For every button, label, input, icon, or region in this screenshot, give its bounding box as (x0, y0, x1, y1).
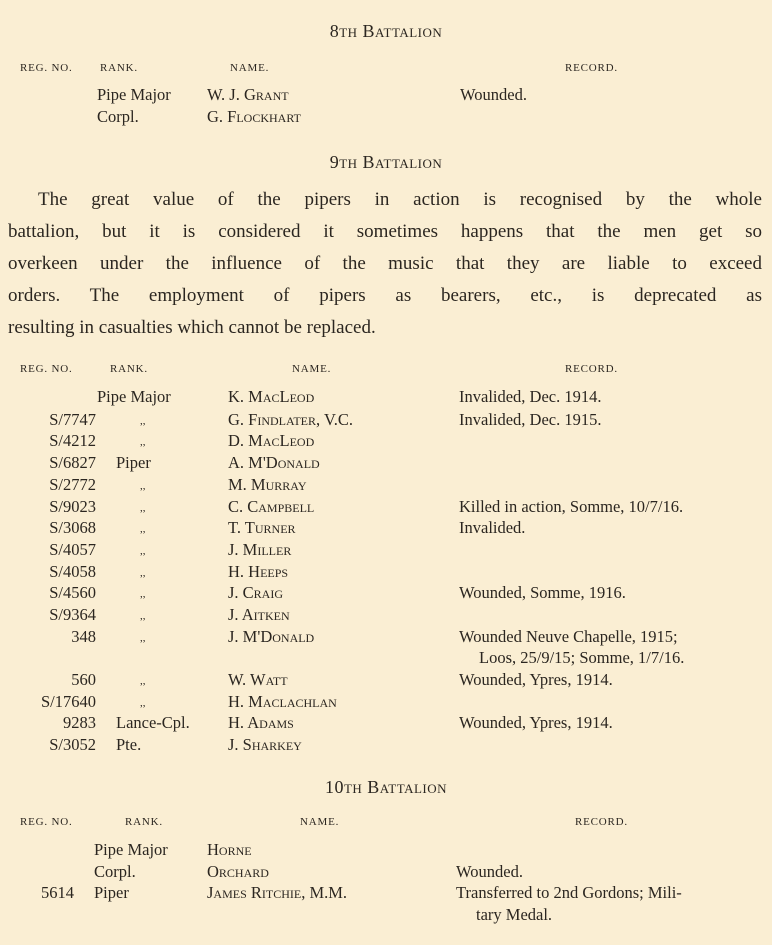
reg-no: S/9023 (49, 497, 96, 516)
name: J. M'Donald (228, 627, 315, 646)
name: D. MacLeod (228, 431, 315, 450)
record-continued: tary Medal. (476, 905, 553, 924)
battalion-heading: 8th Battalion (329, 21, 443, 41)
name-header: NAME. (300, 816, 340, 828)
name: Horne (207, 840, 252, 859)
record: Wounded Neuve Chapelle, 1915; (459, 627, 678, 646)
reg-no: 348 (71, 627, 96, 646)
record: Wounded, Ypres, 1914. (459, 713, 613, 732)
record-header: RECORD. (565, 62, 618, 74)
rank: Piper (116, 453, 151, 472)
rank: ,, (140, 567, 146, 579)
rank-header: RANK. (125, 816, 163, 828)
reg-no-header: REG. NO. (20, 816, 73, 828)
rank: Pipe Major (97, 387, 171, 406)
name: J. Aitken (228, 605, 290, 624)
record: Wounded, Somme, 1916. (459, 583, 626, 602)
rank: ,, (140, 415, 146, 427)
record: Invalided, Dec. 1914. (459, 387, 602, 406)
rank: ,, (140, 436, 146, 448)
record: Invalided, Dec. 1915. (459, 410, 602, 429)
name: H. Adams (228, 713, 294, 732)
reg-no: S/3052 (49, 735, 96, 754)
record-header: RECORD. (565, 363, 618, 375)
rank: ,, (140, 697, 146, 709)
name: A. M'Donald (228, 453, 320, 472)
reg-no: 560 (71, 670, 96, 689)
reg-no-header: REG. NO. (20, 62, 73, 74)
record: Wounded. (456, 862, 523, 881)
name: G. Flockhart (207, 107, 301, 126)
reg-no: S/4057 (49, 540, 96, 559)
name: James Ritchie, M.M. (207, 883, 348, 902)
reg-no: S/4212 (49, 431, 96, 450)
rank: ,, (140, 632, 146, 644)
rank: Corpl. (94, 862, 136, 881)
name: Orchard (207, 862, 269, 881)
rank: ,, (140, 480, 146, 492)
record-continued: Loos, 25/9/15; Somme, 1/7/16. (479, 648, 685, 667)
record: Invalided. (459, 518, 526, 537)
rank: ,, (140, 523, 146, 535)
record: Wounded. (460, 85, 527, 104)
rank: Lance-Cpl. (116, 713, 190, 732)
name: T. Turner (228, 518, 296, 537)
rank: ,, (140, 675, 146, 687)
name: K. MacLeod (228, 387, 315, 406)
battalion-heading: 9th Battalion (329, 152, 443, 172)
name: H. Heeps (228, 562, 289, 581)
rank: Pipe Major (97, 85, 171, 104)
record: Wounded, Ypres, 1914. (459, 670, 613, 689)
paragraph-line: overkeen under the influence of the music that they are liable to exceed (8, 253, 762, 274)
reg-no-header: REG. NO. (20, 363, 73, 375)
name: H. Maclachlan (228, 692, 337, 711)
name: M. Murray (228, 475, 307, 494)
paragraph-line: resulting in casualties which cannot be replaced. (8, 317, 376, 338)
name: C. Campbell (228, 497, 315, 516)
rank: ,, (140, 545, 146, 557)
battalion-heading: 10th Battalion (324, 777, 448, 797)
paragraph-line: The great value of the pipers in action is recognised by the whole (38, 189, 762, 210)
rank: Pte. (116, 735, 142, 754)
name: J. Miller (228, 540, 292, 559)
name: W. J. Grant (207, 85, 289, 104)
paragraph-line: orders. The employment of pipers as bearers, etc., is deprecated as (8, 285, 762, 306)
reg-no: 9283 (63, 713, 96, 732)
rank: Piper (94, 883, 129, 902)
reg-no: S/3068 (49, 518, 96, 537)
name-header: NAME. (292, 363, 332, 375)
record-header: RECORD. (575, 816, 628, 828)
rank: Corpl. (97, 107, 139, 126)
rank: ,, (140, 502, 146, 514)
name: J. Sharkey (228, 735, 302, 754)
name: J. Craig (228, 583, 284, 602)
reg-no: S/2772 (49, 475, 96, 494)
reg-no: S/9364 (49, 605, 96, 624)
reg-no: S/17640 (40, 692, 96, 711)
reg-no: S/4560 (49, 583, 96, 602)
name: G. Findlater, V.C. (228, 410, 353, 429)
reg-no: S/6827 (49, 453, 96, 472)
rank-header: RANK. (110, 363, 148, 375)
record: Transferred to 2nd Gordons; Mili- (456, 883, 682, 902)
name-header: NAME. (230, 62, 270, 74)
record: Killed in action, Somme, 10/7/16. (459, 497, 684, 516)
rank: ,, (140, 610, 146, 622)
reg-no: S/7747 (49, 410, 96, 429)
name: W. Watt (228, 670, 288, 689)
rank: ,, (140, 588, 146, 600)
rank: Pipe Major (94, 840, 168, 859)
reg-no: S/4058 (49, 562, 96, 581)
paragraph-line: battalion, but it is considered it sometimes happens that the men get so (8, 221, 762, 242)
reg-no: 5614 (41, 883, 74, 902)
rank-header: RANK. (100, 62, 138, 74)
